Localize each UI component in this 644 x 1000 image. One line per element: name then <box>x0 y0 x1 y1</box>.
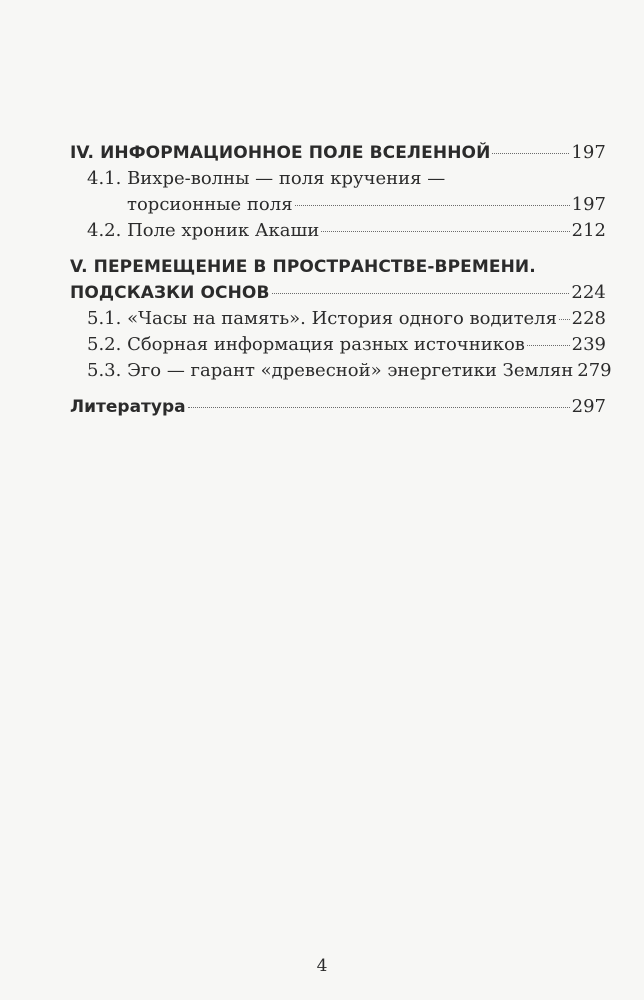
dot-leader <box>492 152 569 154</box>
toc-section-4-2-title: 4.2. Поле хроник Акаши <box>87 220 320 241</box>
toc-section-4-1 <box>70 166 606 218</box>
toc-section-5-3 <box>70 358 612 384</box>
dot-leader <box>272 292 570 294</box>
toc-literature <box>70 394 606 420</box>
dot-leader <box>321 230 569 232</box>
toc-section-4-1-title-line2: торсионные поля <box>127 194 293 215</box>
toc-section-5-3-title: 5.3. Эго — гарант «древесной» энергетики Землян <box>87 360 574 381</box>
toc-section-4-2-page: 212 <box>571 220 606 241</box>
toc-chapter-v-title-line2: ПОДСКАЗКИ ОСНОВ <box>70 283 270 303</box>
toc-chapter-iv-page: 197 <box>571 142 606 163</box>
toc-section-5-2-page: 239 <box>571 334 606 355</box>
toc-chapter-v <box>70 254 606 306</box>
toc-literature-title: Литература <box>70 397 186 417</box>
toc-chapter-iv-title: IV. ИНФОРМАЦИОННОЕ ПОЛЕ ВСЕЛЕННОЙ <box>70 143 491 163</box>
toc-section-5-2 <box>70 332 606 358</box>
toc-literature-page: 297 <box>571 396 606 417</box>
table-of-contents <box>70 140 612 420</box>
toc-section-5-2-title: 5.2. Сборная информация разных источников <box>87 334 525 355</box>
toc-section-4-1-page: 197 <box>571 194 606 215</box>
toc-section-5-1 <box>70 306 606 332</box>
toc-section-5-1-title: 5.1. «Часы на память». История одного водителя <box>87 308 557 329</box>
dot-leader <box>295 204 570 206</box>
toc-chapter-v-title-line1: V. ПЕРЕМЕЩЕНИЕ В ПРОСТРАНСТВЕ-ВРЕМЕНИ. <box>70 257 536 277</box>
dot-leader <box>559 318 570 320</box>
toc-section-4-2 <box>70 218 606 244</box>
toc-section-5-1-page: 228 <box>571 308 606 329</box>
toc-section-4-1-title-line1: 4.1. Вихре-волны — поля кручения — <box>87 168 446 189</box>
dot-leader <box>188 406 570 408</box>
page-number: 4 <box>316 956 328 976</box>
dot-leader <box>527 344 570 346</box>
toc-section-5-3-page: 279 <box>577 360 612 381</box>
toc-chapter-v-page: 224 <box>571 282 606 303</box>
toc-chapter-iv <box>70 140 606 166</box>
